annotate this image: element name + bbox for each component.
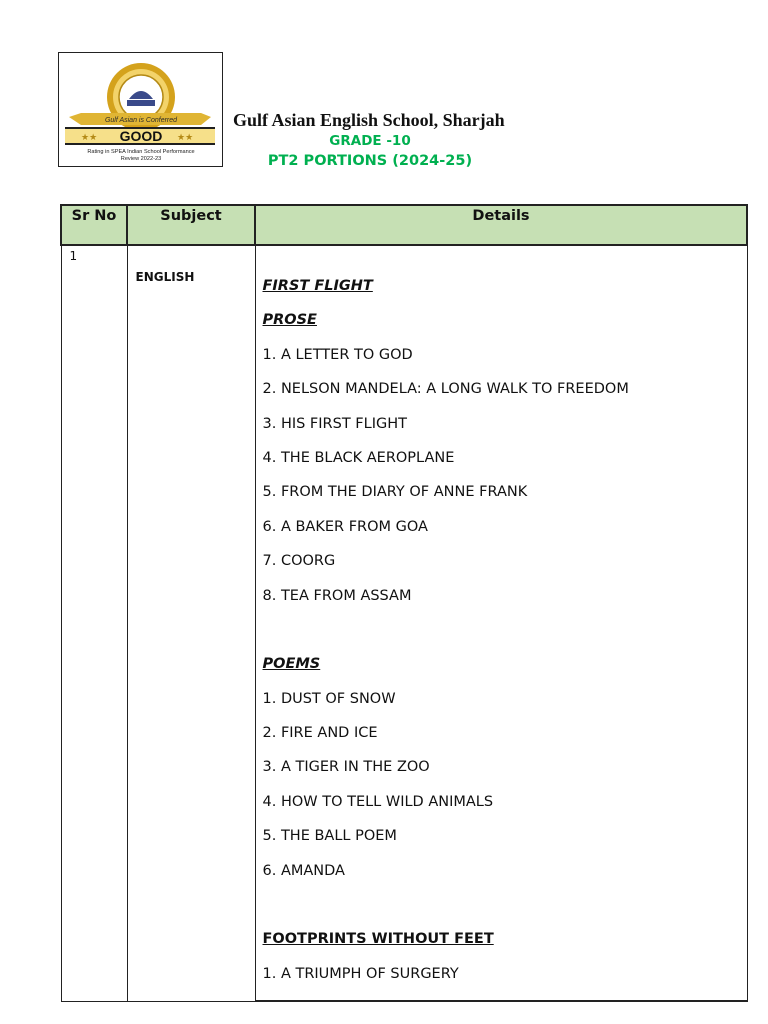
seal-emblem-base: [127, 100, 155, 106]
list-item: 6. AMANDA: [262, 862, 345, 879]
list-item: 4. THE BLACK AEROPLANE: [262, 449, 455, 466]
sr-no-cell: 1: [61, 245, 127, 1001]
school-rating-logo: [58, 52, 223, 167]
list-item: 2. FIRE AND ICE: [262, 725, 378, 742]
logo-caption-line2: Review 2022-23: [120, 156, 162, 162]
subject-cell: ENGLISH: [127, 245, 255, 1001]
star-icon: ★★: [177, 133, 194, 143]
list-item: 5. THE BALL POEM: [262, 828, 397, 845]
list-item: 3. HIS FIRST FLIGHT: [262, 415, 407, 432]
header-sr-no: Sr No: [61, 205, 127, 245]
table-header-row: [61, 205, 747, 245]
book-title: FIRST FLIGHT: [262, 278, 373, 294]
header-details: Details: [255, 205, 747, 245]
list-item: 1. DUST OF SNOW: [262, 690, 396, 707]
header-subject: Subject: [127, 205, 255, 245]
list-item: 1. A TRIUMPH OF SURGERY: [262, 965, 459, 982]
list-item: 8. TEA FROM ASSAM: [262, 587, 412, 604]
list-item: 5. FROM THE DIARY OF ANNE FRANK: [262, 484, 528, 501]
logo-caption-line1: Rating in SPEA Indian School Performance: [87, 149, 195, 155]
star-icon: ★★: [81, 133, 98, 143]
list-item: 2. NELSON MANDELA: A LONG WALK TO FREEDOM: [262, 381, 629, 398]
spacer: [263, 895, 747, 929]
poems-heading: POEMS: [262, 656, 321, 673]
prose-heading: PROSE: [262, 312, 317, 329]
list-item: 1. A LETTER TO GOD: [262, 346, 413, 363]
list-item: 7. COORG: [262, 553, 336, 570]
grade-title: GRADE -10: [329, 133, 411, 149]
ribbon-text: Gulf Asian is Conferred: [104, 117, 178, 124]
details-list: [263, 276, 747, 998]
school-name: Gulf Asian English School, Sharjah: [233, 110, 505, 130]
list-item: 4. HOW TO TELL WILD ANIMALS: [262, 793, 494, 810]
details-cell: [255, 245, 747, 1001]
portions-title: PT2 PORTIONS (2024-25): [267, 153, 473, 169]
list-item: 6. A BAKER FROM GOA: [262, 518, 428, 535]
good-badge-text: GOOD: [119, 128, 163, 144]
portions-table: [60, 204, 748, 1002]
supplementary-heading: FOOTPRINTS WITHOUT FEET: [262, 931, 494, 948]
spacer: [263, 620, 747, 654]
table-row: [61, 245, 747, 1001]
list-item: 3. A TIGER IN THE ZOO: [262, 759, 430, 776]
